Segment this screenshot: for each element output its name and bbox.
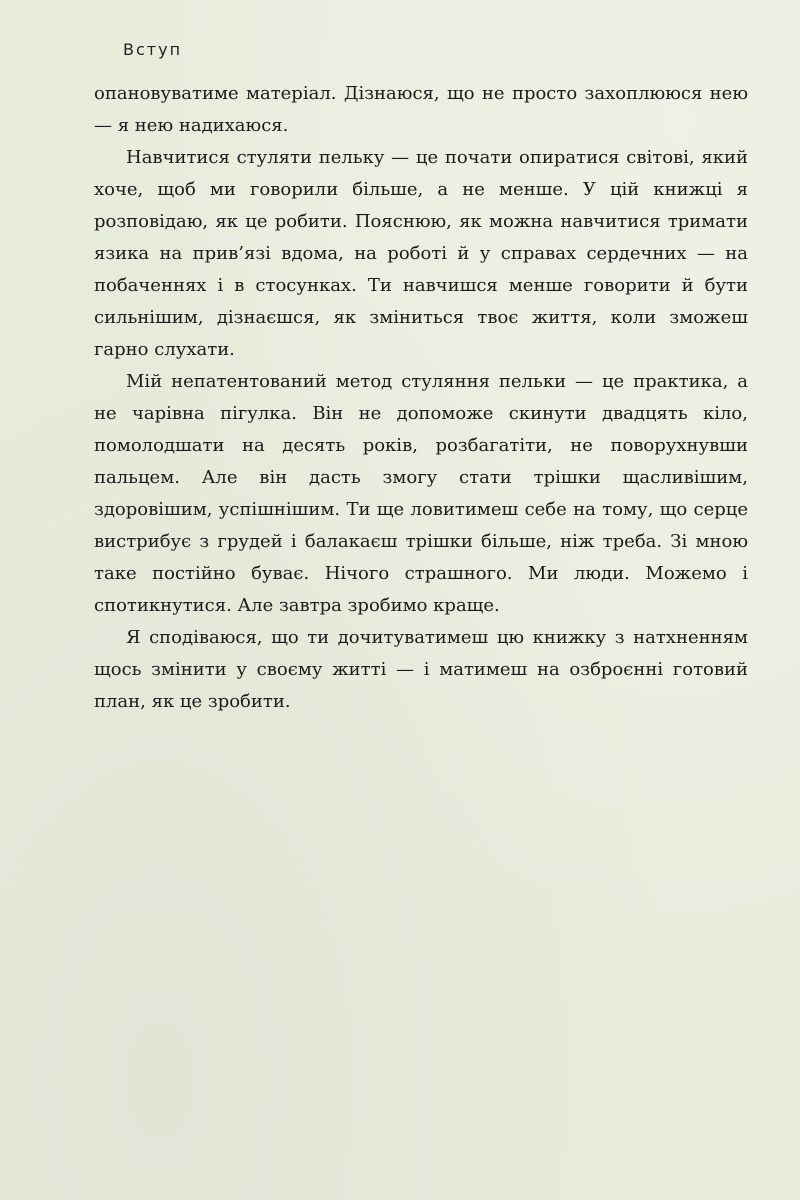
- paragraph-3: Мій непатентований метод стуляння пельки — це практика, а не чарівна пігулка. Він не допоможе скинути двадцять кіло, помолодшати на десять років, розбагатіти, не поворухнувши пальцем. Але він дасть змогу стати трішки щасливішим, здоровішим, успішнішим. Ти ще ловитимеш себе на тому, що серце вистрибує з грудей і балакаєш трішки більше, ніж треба. Зі мною таке постійно буває. Нічого страшного. Ми люди. Можемо і спотикнутися. Але завтра зробимо краще.: [94, 371, 748, 616]
- paragraph-4: Я сподіваюся, що ти дочитуватимеш цю книжку з натхненням щось змінити у своєму житті — і матимеш на озброєнні готовий план, як це зробити.: [94, 627, 748, 712]
- running-header: Вступ: [123, 40, 183, 59]
- paragraph-1: опановуватиме матеріал. Дізнаюся, що не просто захоплююся нею — я нею надихаюся.: [94, 83, 748, 136]
- body-text: [94, 78, 748, 718]
- paragraph-2: Навчитися стуляти пельку — це почати опиратися світові, який хоче, щоб ми говорили більше, а не менше. У цій книжці я розповідаю, як це робити. Пояснюю, як можна навчитися тримати язика на прив’язі вдома, на роботі й у справах сердечних — на побаченнях і в стосунках. Ти навчишся менше говорити й бути сильнішим, дізнаєшся, як зміниться твоє життя, коли зможеш гарно слухати.: [94, 147, 748, 360]
